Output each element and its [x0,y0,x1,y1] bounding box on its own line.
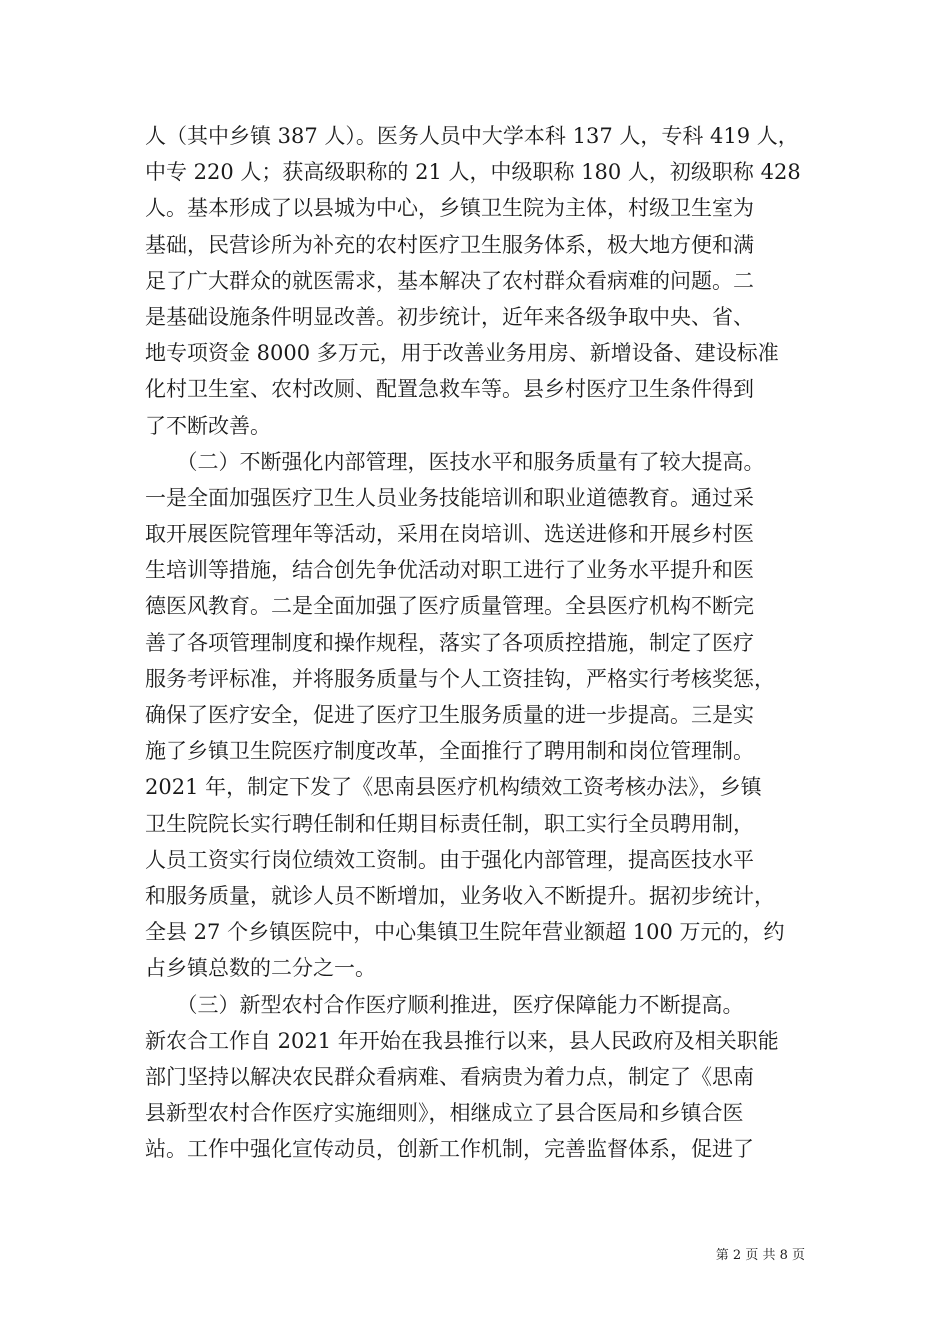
text-line: 卫生院院长实行聘任制和任期目标责任制，职工实行全员聘用制， [145,811,754,836]
text-line: 取开展医院管理年等活动，采用在岗培训、选送进修和开展乡村医 [145,522,754,547]
text-line: （三）新型农村合作医疗顺利推进，医疗保障能力不断提高。 [145,992,744,1017]
text-line: 人员工资实行岗位绩效工资制。由于强化内部管理，提高医技水平 [145,847,754,872]
text-line: 德医风教育。二是全面加强了医疗质量管理。全县医疗机构不断完 [145,594,754,619]
text-line: 基础，民营诊所为补充的农村医疗卫生服务体系，极大地方便和满 [145,232,754,257]
text-line: 施了乡镇卫生院医疗制度改革，全面推行了聘用制和岗位管理制。 [145,739,754,764]
text-line: 站。工作中强化宣传动员，创新工作机制，完善监督体系，促进了 [145,1137,754,1162]
text-line: 部门坚持以解决农民群众看病难、看病贵为着力点，制定了《思南 [145,1064,754,1089]
text-line: 县新型农村合作医疗实施细则》，相继成立了县合医局和乡镇合医 [145,1101,744,1126]
text-line: 一是全面加强医疗卫生人员业务技能培训和职业道德教育。通过采 [145,485,754,510]
text-line: （二）不断强化内部管理，医技水平和服务质量有了较大提高。 [145,449,765,474]
text-line: 确保了医疗安全，促进了医疗卫生服务质量的进一步提高。三是实 [145,703,754,727]
text-line: 全县 27 个乡镇医院中，中心集镇卫生院年营业额超 100 万元的，约 [145,920,785,945]
text-line: 了不断改善。 [145,413,271,438]
text-line: 是基础设施条件明显改善。初步统计，近年来各级争取中央、省、 [145,304,754,329]
text-line: 人。基本形成了以县城为中心，乡镇卫生院为主体，村级卫生室为 [145,196,754,221]
text-line: 人（其中乡镇 387 人）。医务人员中大学本科 137 人，专科 419 人， [145,124,799,148]
text-line: 足了广大群众的就医需求，基本解决了农村群众看病难的问题。二 [145,268,754,293]
text-line: 中专 220 人；获高级职称的 21 人，中级职称 180 人，初级职称 428 [145,160,801,185]
text-line: 善了各项管理制度和操作规程，落实了各项质控措施，制定了医疗 [145,630,754,655]
page-number: 第 2 页 共 8 页 [715,1248,805,1263]
text-line: 地专项资金 8000 多万元，用于改善业务用房、新增设备、建设标准 [145,341,779,366]
text-line: 化村卫生室、农村改厕、配置急救车等。县乡村医疗卫生条件得到 [145,377,754,402]
body-text [145,118,805,1167]
text-line: 占乡镇总数的二分之一。 [145,956,376,981]
text-line: 2021 年，制定下发了《思南县医疗机构绩效工资考核办法》，乡镇 [145,775,762,800]
text-line: 生培训等措施，结合创先争优活动对职工进行了业务水平提升和医 [145,558,754,583]
text-line: 服务考评标准，并将服务质量与个人工资挂钩，严格实行考核奖惩， [145,666,775,691]
text-line: 新农合工作自 2021 年开始在我县推行以来，县人民政府及相关职能 [145,1028,779,1053]
text-line: 和服务质量，就诊人员不断增加，业务收入不断提升。据初步统计， [145,883,775,908]
